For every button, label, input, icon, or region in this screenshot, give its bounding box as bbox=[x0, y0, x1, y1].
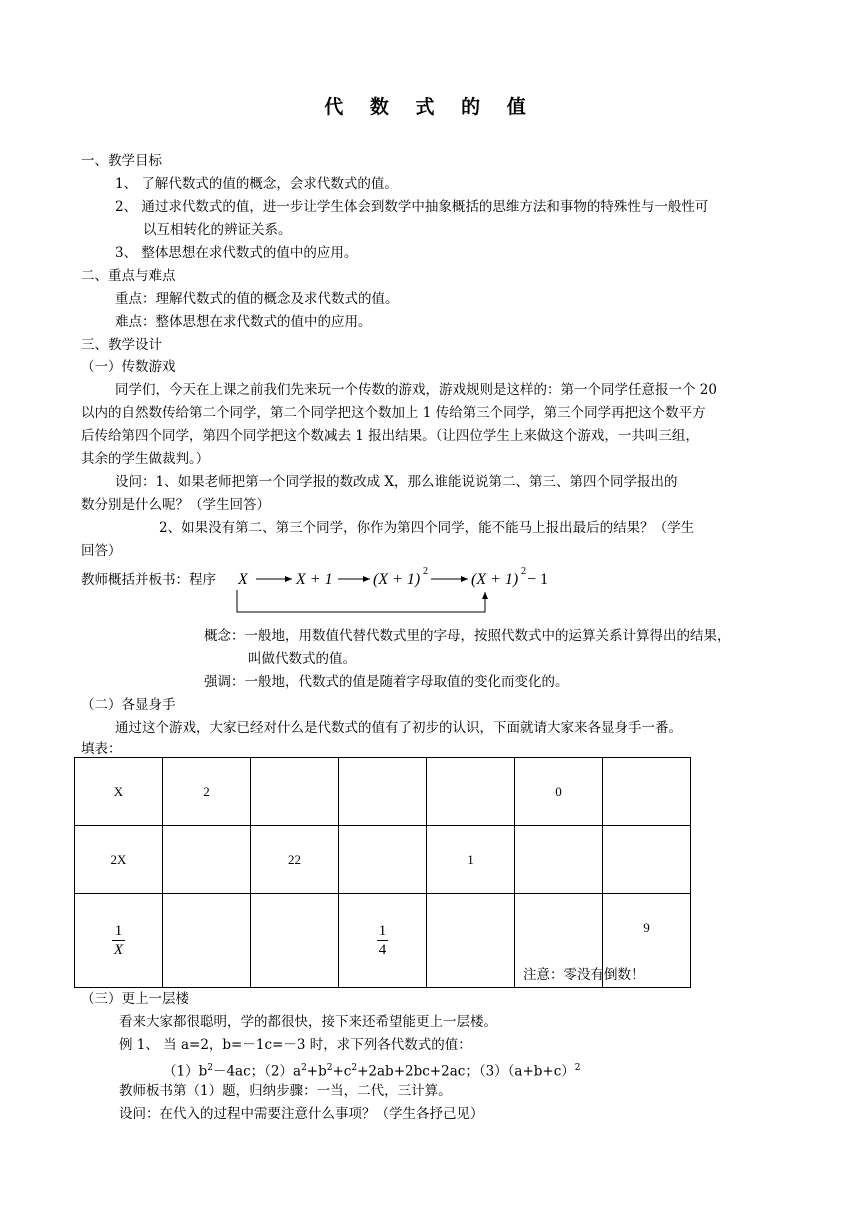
game-paragraph-line4: 其余的学生做裁判。） bbox=[81, 451, 210, 467]
program-flow-diagram bbox=[230, 562, 570, 618]
table-cell bbox=[163, 826, 251, 894]
table-cell bbox=[339, 758, 427, 826]
part3-heading: （三）更上一层楼 bbox=[81, 991, 189, 1007]
flow-bracket-arrow bbox=[237, 590, 485, 612]
objective-2-cont: 以互相转化的辨证关系。 bbox=[143, 222, 292, 238]
question2-line2: 回答） bbox=[81, 543, 122, 559]
part1-heading: （一）传数游戏 bbox=[81, 359, 176, 375]
flow-squared: (X + 1) bbox=[373, 571, 421, 588]
table-cell bbox=[251, 894, 339, 988]
flow-minus1: (X + 1) bbox=[471, 571, 519, 588]
game-paragraph-line1: 同学们，今天在上课之前我们先来玩一个传数的游戏，游戏规则是这样的：第一个同学任意报一个 20 bbox=[115, 382, 717, 398]
table-row bbox=[75, 758, 691, 826]
part2-heading: （二）各显身手 bbox=[81, 697, 176, 713]
fraction-one-over-x: $\frac{1}{X}$ bbox=[113, 923, 124, 958]
table-row bbox=[75, 826, 691, 894]
example-expressions: $(1)b^2-4ac$；$(2)a^2+b^2+c^2+2ab+2bc+2ac$；$(3)(a+b+c)^2$ bbox=[163, 1063, 581, 1080]
emphasis: 强调：一般地，代数式的值是随着字母取值的变化而变化的。 bbox=[204, 674, 569, 690]
table-cell bbox=[163, 894, 251, 988]
game-paragraph-line2: 以内的自然数传给第二个同学，第二个同学把这个数加上 1 传给第三个同学，第三个同学再把这个数平方 bbox=[81, 405, 706, 421]
table-cell bbox=[75, 894, 163, 988]
difficult-point: 难点：整体思想在求代数式的值中的应用。 bbox=[115, 314, 372, 330]
table-cell bbox=[427, 894, 515, 988]
objective-2: 2、 通过求代数式的值，进一步让学生体会到数学中抽象概括的思维方法和事物的特殊性与一般性可 bbox=[115, 199, 709, 215]
key-point: 重点：理解代数式的值的概念及求代数式的值。 bbox=[115, 291, 399, 307]
table-cell: 0 bbox=[515, 758, 603, 826]
table-cell: 22 bbox=[251, 826, 339, 894]
question2-line1: 2、如果没有第二、第三个同学，你作为第四个同学，能不能马上报出最后的结果？（学生 bbox=[159, 520, 695, 536]
concept-line2: 叫做代数式的值。 bbox=[248, 651, 356, 667]
part3-paragraph: 看来大家都很聪明，学的都很快，接下来还希望能更上一层楼。 bbox=[119, 1014, 497, 1030]
board-steps: 教师板书第（1）题，归纳步骤：一当，二代，三计算。 bbox=[119, 1083, 452, 1099]
table-cell bbox=[427, 758, 515, 826]
game-paragraph-line3: 后传给第四个同学，第四个同学把这个数减去 1 报出结果。（让四位学生上来做这个游戏，一共叫三组， bbox=[81, 428, 699, 444]
table-cell: 2X bbox=[75, 826, 163, 894]
flow-squared-exp: 2 bbox=[423, 566, 428, 577]
table-cell: 2 bbox=[163, 758, 251, 826]
section3-heading: 三、教学设计 bbox=[81, 337, 162, 353]
page-title: 代 数 式 的 值 bbox=[324, 96, 536, 118]
table-cell bbox=[339, 894, 427, 988]
table-label: 填表： bbox=[81, 741, 122, 757]
objective-1: 1、 了解代数式的值的概念，会求代数式的值。 bbox=[115, 176, 398, 192]
question1-line1: 设问：1、如果老师把第一个同学报的数改成 X，那么谁能说说第二、第三、第四个同学报出的 bbox=[115, 474, 678, 490]
table-cell bbox=[603, 758, 691, 826]
part2-paragraph: 通过这个游戏，大家已经对什么是代数式的值有了初步的认识，下面就请大家来各显身手一番。 bbox=[115, 720, 682, 736]
question1-line2: 数分别是什么呢？（学生回答） bbox=[81, 497, 270, 513]
table-cell bbox=[515, 826, 603, 894]
section2-heading: 二、重点与难点 bbox=[81, 268, 176, 284]
table-cell bbox=[251, 758, 339, 826]
flow-x: X bbox=[238, 571, 248, 588]
table-cell: 9 bbox=[603, 894, 691, 988]
board-label: 教师概括并板书：程序 bbox=[81, 572, 216, 588]
table-cell bbox=[339, 826, 427, 894]
flow-tail: − 1 bbox=[527, 571, 549, 588]
table-cell bbox=[603, 826, 691, 894]
example-1: 例 1、 当 a=2，b=－1c=－3 时，求下列各代数式的值： bbox=[119, 1037, 472, 1053]
concept-line1: 概念：一般地，用数值代替代数式里的字母，按照代数式中的运算关系计算得出的结果， bbox=[204, 628, 731, 644]
flow-x-plus-1: X + 1 bbox=[296, 571, 333, 588]
fraction-one-quarter: $\frac{1}{4}$ bbox=[378, 923, 387, 958]
objective-3: 3、 整体思想在求代数式的值中的应用。 bbox=[115, 245, 358, 261]
flow-minus1-exp: 2 bbox=[521, 566, 526, 577]
section1-heading: 一、教学目标 bbox=[81, 153, 162, 169]
table-cell: 1 bbox=[427, 826, 515, 894]
table-note: 注意：零没有倒数！ bbox=[523, 967, 645, 983]
part3-question: 设问：在代入的过程中需要注意什么事项？（学生各抒己见） bbox=[119, 1106, 484, 1122]
fill-in-table bbox=[74, 757, 691, 988]
table-cell: X bbox=[75, 758, 163, 826]
